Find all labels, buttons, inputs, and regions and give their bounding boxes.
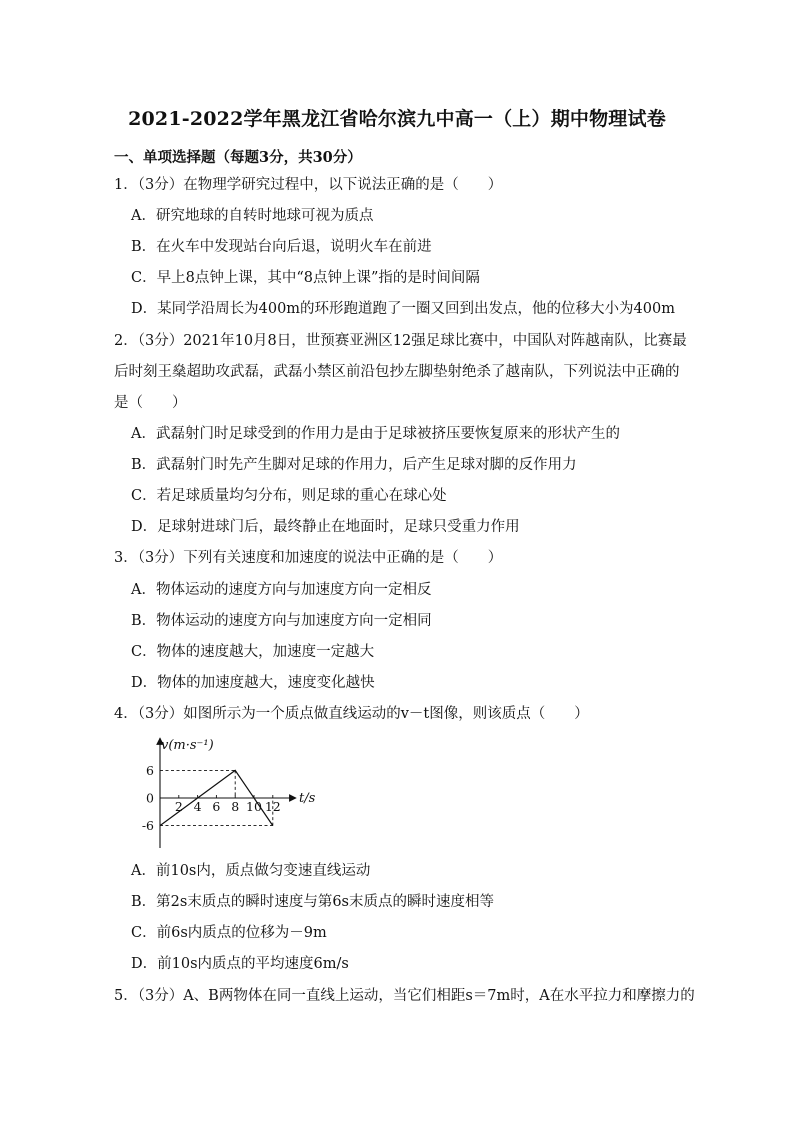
question-4-option-d: D．前10s内质点的平均速度6m/s: [131, 956, 349, 972]
question-2-stem-line-1: 2．（3分）2021年10月8日，世预赛亚洲区12强足球比赛中，中国队对阵越南队，比赛最: [114, 333, 687, 349]
question-1-option-d: D．某同学沿周长为400m的环形跑道跑了一圈又回到出发点，他的位移大小为400m: [131, 301, 675, 317]
question-3-option-b: B．物体运动的速度方向与加速度方向一定相同: [131, 613, 432, 629]
question-3-option-c: C．物体的速度越大，加速度一定越大: [131, 644, 375, 660]
question-3-option-a: A．物体运动的速度方向与加速度方向一定相反: [131, 582, 432, 598]
question-2-option-b: B．武磊射门时先产生脚对足球的作用力，后产生足球对脚的反作用力: [131, 457, 577, 473]
question-2-stem-line-2: 后时刻王燊超助攻武磊，武磊小禁区前沿包抄左脚垫射绝杀了越南队，下列说法中正确的: [114, 364, 680, 380]
question-2-option-d: D．足球射进球门后，最终静止在地面时，足球只受重力作用: [131, 519, 520, 535]
y-tick-label-6: 6: [146, 762, 154, 778]
section-heading: 一、单项选择题（每题3分，共30分）: [114, 149, 362, 166]
x-tick-label-4: 4: [193, 799, 202, 814]
question-5-stem-line-1: 5．（3分）A、B两物体在同一直线上运动，当它们相距s＝7m时，A在水平拉力和摩擦力的: [114, 988, 695, 1004]
y-tick-label-0: 0: [146, 790, 154, 806]
question-1-option-b: B．在火车中发现站台向后退，说明火车在前进: [131, 239, 432, 255]
question-2-option-a: A．武磊射门时足球受到的作用力是由于足球被挤压要恢复原来的形状产生的: [131, 426, 620, 442]
question-3-stem: 3．（3分）下列有关速度和加速度的说法中正确的是（ ）: [114, 550, 503, 566]
x-tick-label-10: 10: [246, 799, 262, 814]
page-title: 2021-2022学年黑龙江省哈尔滨九中高一（上）期中物理试卷: [128, 108, 666, 130]
x-tick-label-12: 12: [264, 799, 281, 814]
question-4-option-b: B．第2s末质点的瞬时速度与第6s末质点的瞬时速度相等: [131, 894, 494, 910]
y-axis-label: v(m·s⁻¹): [161, 738, 214, 753]
question-2-stem-line-3: 是（ ）: [114, 395, 187, 411]
velocity-time-graph: [133, 730, 333, 850]
question-4-option-a: A．前10s内，质点做匀变速直线运动: [131, 863, 371, 879]
x-axis-label: t/s: [299, 791, 316, 806]
question-1-stem: 1．（3分）在物理学研究过程中，以下说法正确的是（ ）: [114, 177, 503, 193]
x-tick-label-8: 8: [231, 799, 240, 814]
question-1-option-a: A．研究地球的自转时地球可视为质点: [131, 208, 374, 224]
x-tick-label-6: 6: [212, 799, 221, 814]
question-4-stem: 4．（3分）如图所示为一个质点做直线运动的v－t图像，则该质点（ ）: [114, 706, 589, 722]
x-tick-label-2: 2: [174, 799, 183, 814]
question-3-option-d: D．物体的加速度越大，速度变化越快: [131, 675, 375, 691]
question-1-option-c: C．早上8点钟上课，其中“8点钟上课”指的是时间间隔: [131, 270, 480, 286]
question-4-option-c: C．前6s内质点的位移为－9m: [131, 925, 327, 941]
y-tick-label--6: -6: [141, 818, 154, 834]
question-2-option-c: C．若足球质量均匀分布，则足球的重心在球心处: [131, 488, 447, 504]
